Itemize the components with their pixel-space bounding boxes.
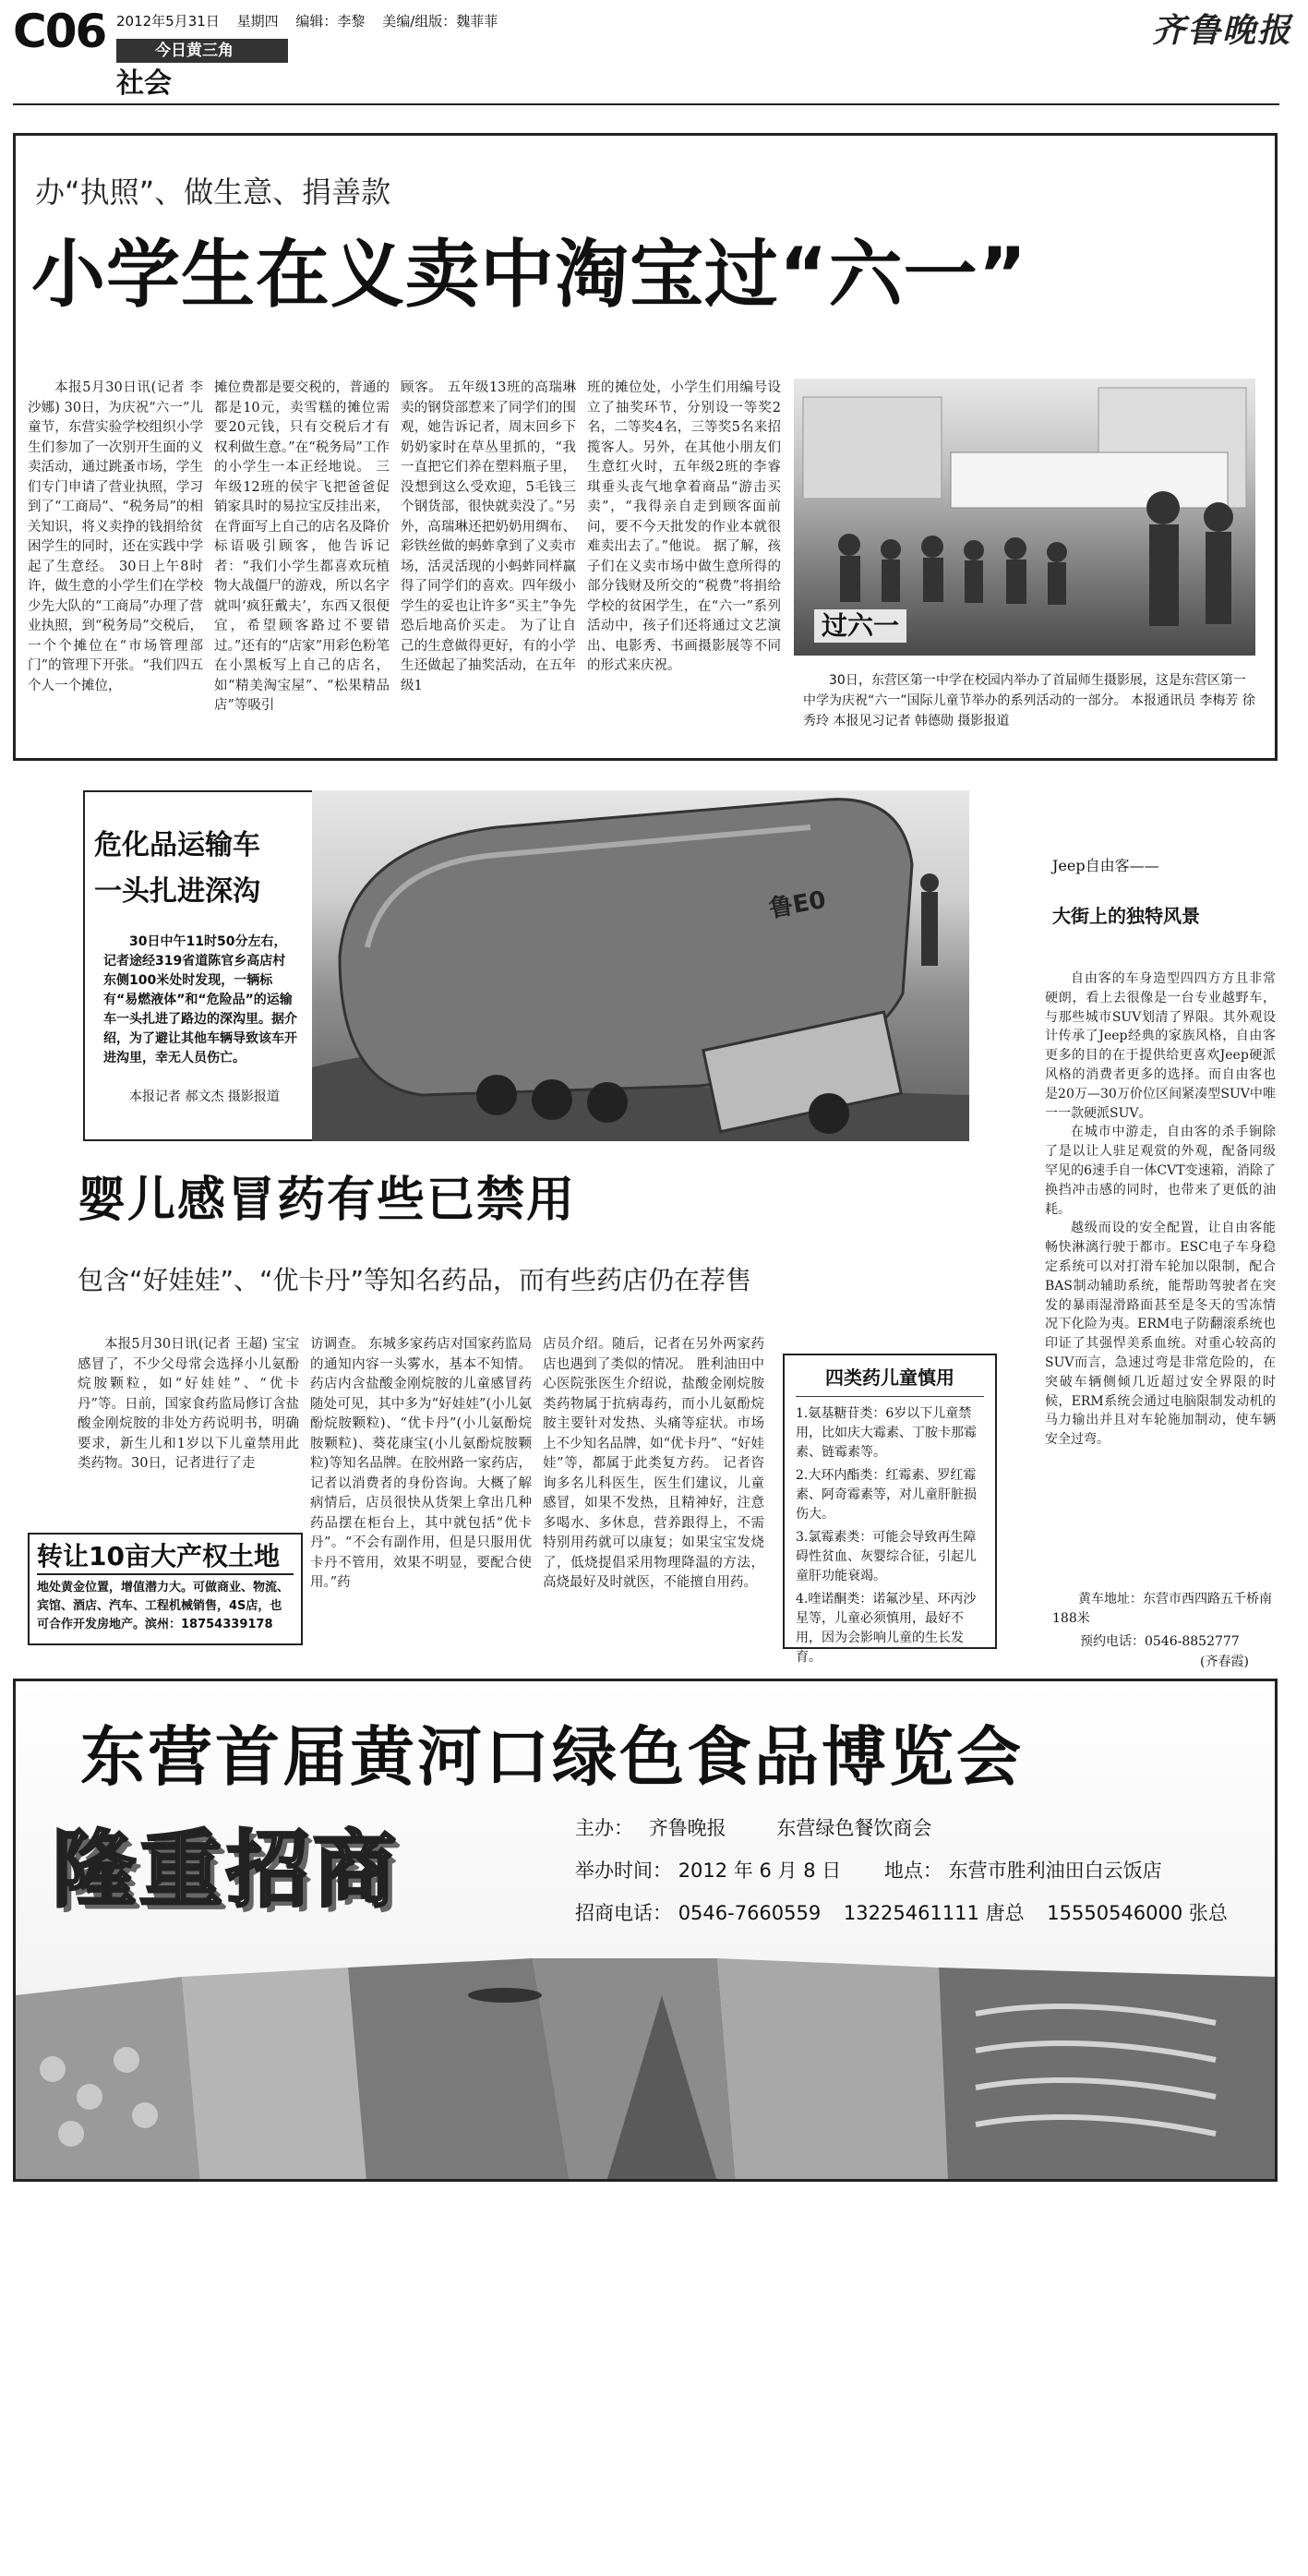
place-label: 地点： [883, 1860, 942, 1882]
truck-plate: 鲁E0 [766, 885, 828, 924]
phone-3: 15550546000 张总 [1047, 1902, 1228, 1924]
jeep-para-3: 越级而设的安全配置，让自由客能畅快淋漓行驶于都市。ESC电子车身稳定系统可以对打滑车轮加以限制，配合BAS制动辅助系统，能帮助驾驶者在突发的暴雨湿滑路面甚至是冬天的雪冻情况下化险为夷。ERM电子防翻滚系统也印证了其强悍美系血统。对重心较高的SUV而言，急速过弯是非常危险的，在突破车辆侧倾几近超过安全界限的时候，ERM系统会通过电脑限制发动机的马力输出并且对车轮施加制动，使车辆安全过弯。 [1045, 1221, 1276, 1448]
organizer-1: 齐鲁晚报 [648, 1817, 726, 1839]
phone-label: 招商电话： [575, 1902, 672, 1924]
expo-organizer-line [575, 1816, 931, 1840]
lead-col-2 [214, 379, 390, 757]
photo-caption: 30日，东营区第一中学在校园内举办了首届师生摄影展，这是东营区第一中学为庆祝“六一”国际儿童节举办的系列活动的一部分。 本报通讯员 李梅芳 徐秀玲 本报见习记者 韩德勋 摄影报道 [803, 673, 1255, 728]
organizer-2: 东营绿色餐饮商会 [776, 1817, 932, 1839]
medicine-col-2-text: 访调查。 东城多家药店对国家药监局的通知内容一头雾水，基本不知情。药店内含盐酸金刚烷胺的儿童感冒药随处可见，其中多为“好娃娃”(小儿氨酚烷胺颗粒)、“优卡丹”(小儿氨酚烷胺颗粒)、葵花康宝(小儿氨酚烷胺颗粒)等知名品牌。在胶州路一家药店，记者以消费者的身份咨询。大概了解病情后，店员很快从货架上拿出几种药品摆在柜台上，其中就包括“优卡丹”。“不会有副作用，但是只服用优卡丹不管用，效果不明显，要配合使用。”药 [310, 1337, 532, 1590]
lead-kicker: 办“执照”、做生意、捐善款 [35, 175, 391, 210]
lead-col-4 [587, 379, 781, 757]
lead-col-1-text: 本报5月30日讯(记者 李沙娜) 30日，为庆祝“六一”儿童节，东营实验学校组织小学生们参加了一次别开生面的义卖活动，通过跳蚤市场，学生们专门申请了营业执照，学习到了“工商局”、“税务局”的相关知识，将义卖挣的钱捐给贫困学生的同时，还在实践中学起了生意经。 30日上午8时许，做生意的小学生们在学校少先大队的“工商局”办理了营业执照，到“税务局”交税后，一个个摊位在“市场管理部门”的管理下开张。“我们四五个人一个摊位， [28, 380, 203, 693]
expo-title: 东营首届黄河口绿色食品博览会 [80, 1719, 1024, 1795]
sidebar-item-3: 3.氯霉素类：可能会导致再生障碍性贫血、灰婴综合征，引起儿童肝功能衰竭。 [796, 1530, 977, 1583]
jeep-kicker: Jeep自由客—— [1052, 857, 1159, 874]
lead-headline: 小学生在义卖中淘宝过“六一” [31, 232, 1028, 318]
medicine-col-1-text: 本报5月30日讯(记者 王超) 宝宝感冒了，不少父母常会选择小儿氨酚烷胺颗粒，如“好娃娃”、“优卡丹”等。日前，国家食药监局修订含盐酸金刚烷胺的非处方药说明书，明确要求，新生儿和1岁以下儿童禁用此类药物。30日，记者进行了走 [78, 1337, 299, 1471]
header-rule [13, 103, 1279, 105]
land-ad-body: 地处黄金位置，增值潜力大。可做商业、物流、宾馆、酒店、汽车、工程机械销售，4S店，也可合作开发房地产。滨州：18754339178 [37, 1581, 290, 1631]
jeep-phone: 预约电话：0546-8852777 [1080, 1634, 1240, 1649]
food-collage [16, 1958, 1275, 2182]
medicine-col-1 [78, 1335, 299, 1511]
lead-col-2-text: 摊位费都是要交税的，普通的都是10元，卖雪糕的摊位需要20元钱，只有交税后才有权利做生意。”在“税务局”工作的小学生一本正经地说。 三年级12班的侯宇飞把爸爸促销家具时的易拉宝反挂出来，在背面写上自己的店名及降价标语吸引顾客，他告诉记者：“我们小学生都喜欢玩植物大战僵尸的游戏，所以名字就叫‘疯狂戴夫’，东西又很便宜，希望顾客路过不要错过。”还有的“店家”用彩色粉笔在小黑板写上自己的店名，如“精美淘宝屋”、“松果精品店”等吸引 [214, 380, 390, 713]
page-code: C06 [13, 5, 106, 58]
sidebar-item-4: 4.喹诺酮类：诺氟沙星、环丙沙星等，儿童必须慎用，最好不用，因为会影响儿童的生长发育。 [796, 1592, 977, 1665]
photo-overlay-label: 过六一 [814, 609, 906, 643]
truck-scene [312, 790, 969, 1141]
sidebar-item-2: 2.大环内酯类：红霉素、罗红霉素、阿奇霉素等，对儿童肝脏损伤大。 [796, 1468, 977, 1522]
lead-col-4-text: 班的摊位处，小学生们用编号设立了抽奖环节，分别设一等奖2名，二等奖4名，三等奖5名来招揽客人。另外，在其他小朋友们生意红火时，五年级2班的李睿琪垂头丧气地拿着商品“游击买卖”，“我得亲自走到顾客面前问，要不今天批发的作业本就很难卖出去了。”他说。 据了解，孩子们在义卖市场中做生意所得的部分钱财及所交的“税费”将捐给学校的贫困学生，在“六一”系列活动中，孩子们还将通过文艺演出、电影秀、书画摄影展等不同的形式来庆祝。 [587, 380, 781, 673]
page-header [0, 0, 1308, 106]
land-ad-title: 转让10亩大产权土地 [37, 1540, 294, 1575]
truck-headline-2: 一头扎进深沟 [94, 875, 260, 908]
designer-credit: 美编/组版：魏菲菲 [382, 13, 498, 30]
editor-credit: 编辑：李黎 [295, 13, 366, 30]
header-meta [116, 13, 498, 30]
place-value: 东营市胜利油田白云饭店 [948, 1860, 1162, 1882]
expo-banner-ad [13, 1679, 1278, 2182]
jeep-address: 黄车地址：东营市西四路五千桥南188米 [1052, 1592, 1272, 1626]
sidebar-title: 四类药儿童慎用 [796, 1365, 984, 1397]
issue-date: 2012年5月31日 [116, 13, 220, 30]
lead-col-3-text: 顾客。 五年级13班的高瑞琳卖的钢贷部惹来了同学们的围观，她告诉记者，周末回乡下奶奶家时在草丛里抓的，“我一直把它们养在塑料瓶子里，没想到这么受欢迎，5毛钱三个钢货部，很快就卖没了。”另外，高瑞琳还把奶奶用绸布、彩铁丝做的蚂蚱拿到了义卖市场，活灵活现的小蚂蚱同样赢得了同学们的喜欢。四年级小学生的妥也让许多“买主”争先恐后地高价买走。 为了让自己的生意做得更好，有的小学生还做起了抽奖活动，在五年级1 [401, 380, 576, 693]
medicine-subhead: 包含“好娃娃”、“优卡丹”等知名药品，而有些药店仍在荐售 [78, 1265, 752, 1295]
medicine-sidebar [783, 1354, 997, 1665]
tanker-truck-photo [312, 790, 969, 1141]
jeep-title: 大街上的独特风景 [1052, 905, 1200, 927]
jeep-para-2: 在城市中游走，自由客的杀手锏除了是以让人驻足观赏的外观，配备同级罕见的6速手自一体CVT变速箱，消除了换挡冲击感的同时，也带来了更低的油耗。 [1045, 1125, 1276, 1217]
school-exhibition-photo [794, 379, 1255, 656]
jeep-para-1: 自由客的车身造型四四方方且非常硬朗，看上去很像是一台专业越野车，与那些城市SUV划清了界限。其外观设计传承了Jeep经典的家族风格，自由客更多的目的在于提供给更喜欢Jeep硬派风格的消费者更多的选择。而自由客也是20万—30万价位区间紧凑型SUV中唯一一款硬派SUV。 [1045, 971, 1276, 1121]
sidebar-item-1: 1.氨基糖苷类：6岁以下儿童禁用，比如庆大霉素、丁胺卡那霉素、链霉素等。 [796, 1406, 977, 1460]
section-name: 社会 [116, 67, 172, 100]
phone-2: 13225461111 唐总 [843, 1902, 1025, 1924]
time-value: 2012 年 6 月 8 日 [678, 1860, 842, 1882]
jeep-body [1045, 969, 1276, 1597]
medicine-col-3 [543, 1335, 764, 1649]
medicine-col-3-text: 店员介绍。随后，记者在另外两家药店也遇到了类似的情况。 胜利油田中心医院张医生介绍说，盐酸金刚烷胺类药物属于抗病毒药，而小儿氨酚烷胺主要针对发热、头痛等症状。市场上不少知名品牌，如“优卡丹”、“好娃娃”等，都属于此类复方药。 记者咨询多名儿科医生，医生们建议，儿童感冒，如果不发热，且精神好，注意多喝水、多休息，营养跟得上，不需特别用药就可以康复；如果宝宝发烧了，低烧提倡采用物理降温的方法，高烧最好及时就医，不能擅自用药。 [543, 1337, 764, 1590]
jeep-byline: (齐春霞) [1200, 1655, 1249, 1669]
truck-headline-1: 危化品运输车 [94, 829, 260, 861]
medicine-col-2 [310, 1335, 532, 1649]
expo-time-line [575, 1859, 1162, 1883]
truck-byline: 本报记者 郝文杰 摄影报道 [129, 1089, 280, 1104]
medicine-headline: 婴儿感冒药有些已禁用 [78, 1173, 577, 1228]
expo-phone-line [575, 1901, 1228, 1925]
expo-slogan: 隆重招商 [53, 1822, 400, 1919]
phone-1: 0546-7660559 [678, 1902, 822, 1924]
section-tag: 今日黄三角 [116, 39, 288, 63]
truck-body: 30日中午11时50分左右，记者途经319省道陈官乡高店村东侧100米处时发现，一辆标有“易燃液体”和“危险品”的运输车一头扎进了路边的深沟里。据介绍，为了避让其他车辆导致该车开进沟里，幸无人员伤亡。 [103, 934, 297, 1065]
organizer-label: 主办： [575, 1817, 633, 1839]
lead-col-1 [28, 379, 203, 757]
time-label: 举办时间： [575, 1860, 672, 1882]
lead-col-3 [401, 379, 576, 757]
land-transfer-ad [28, 1533, 303, 1645]
issue-weekday: 星期四 [236, 13, 279, 30]
newspaper-logo: 齐鲁晚报 [1152, 11, 1293, 50]
